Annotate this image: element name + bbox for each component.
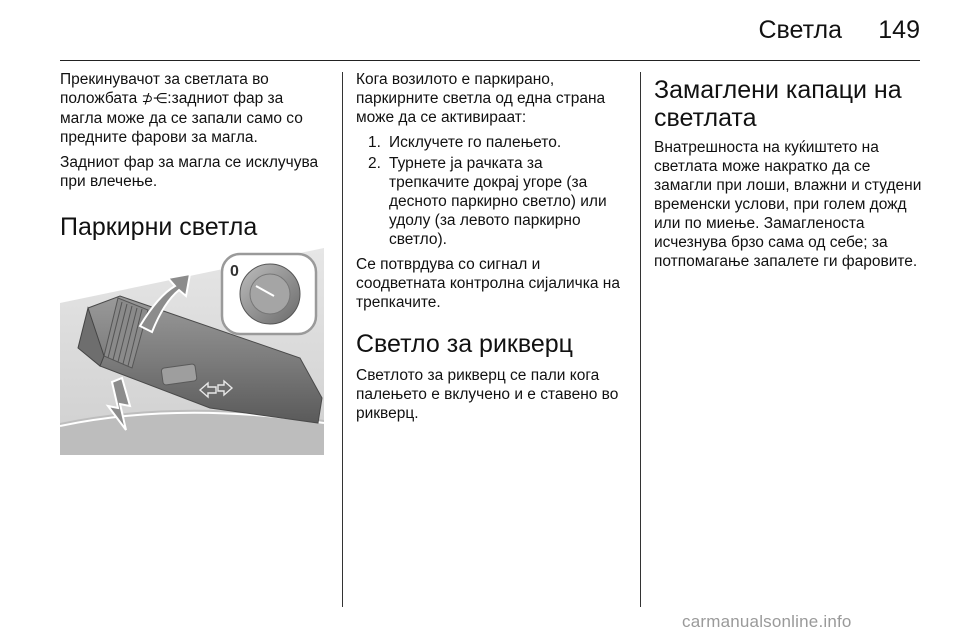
reverse-light-paragraph: Светлото за рикверц се пали кога палењето е вклучено и е ставено во рикверц. — [356, 367, 619, 422]
steps-list — [356, 133, 626, 249]
reverse-light-heading: Светло за рикверц — [356, 330, 573, 358]
step-text: Турнете ја рачката за трепкачите докрај угоре (за десното паркирно светло) или удолу (за левото паркирно светло). — [389, 155, 607, 248]
fogged-covers-heading: Замаглени капаци на светлата — [654, 76, 902, 132]
lever-drawing — [60, 248, 324, 455]
list-item — [356, 133, 626, 152]
column-divider — [640, 72, 641, 607]
page-number: 149 — [878, 16, 920, 44]
column-left — [60, 70, 328, 255]
step-number: 2. — [368, 155, 381, 172]
confirmation-paragraph: Се потврдува со сигнал и соодветната контролна сијаличка на трепкачите. — [356, 256, 620, 311]
turn-signal-lever-illustration — [60, 248, 324, 455]
watermark: carmanualsonline.info — [682, 612, 852, 631]
fogged-covers-paragraph: Внатрешноста на куќиштето на светлата може накратко да се замагли при лоши, влажни и студени временски услови, при голем дожд или по миење. Замагленоста исчезнува брзо сама од себе; за потпомагање запалете ги фаровите. — [654, 139, 922, 270]
step-number: 1. — [368, 134, 381, 151]
towing-paragraph: Задниот фар за магла се исклучува при влечење. — [60, 154, 319, 190]
parking-lights-heading: Паркирни светла — [60, 213, 258, 241]
column-divider — [342, 72, 343, 607]
column-right — [654, 70, 924, 277]
rear-fog-light-icon: ⊅⋲ — [141, 91, 168, 107]
page-header — [60, 0, 920, 61]
fog-light-paragraph — [60, 70, 328, 147]
parking-intro: Кога возилото е паркирано, паркирните светла од една страна може да се активираат: — [356, 71, 606, 126]
section-title: Светла — [758, 16, 842, 44]
dial-label: 0 — [230, 263, 239, 280]
column-middle — [356, 70, 626, 429]
list-item — [356, 154, 626, 249]
fog-text-start: Прекинувачот за светлата во положбата — [60, 71, 269, 107]
fog-text-end: :задниот фар за магла може да се запали само со предните фарови за магла. — [60, 90, 303, 146]
step-text: Исклучете го палењето. — [389, 134, 562, 151]
